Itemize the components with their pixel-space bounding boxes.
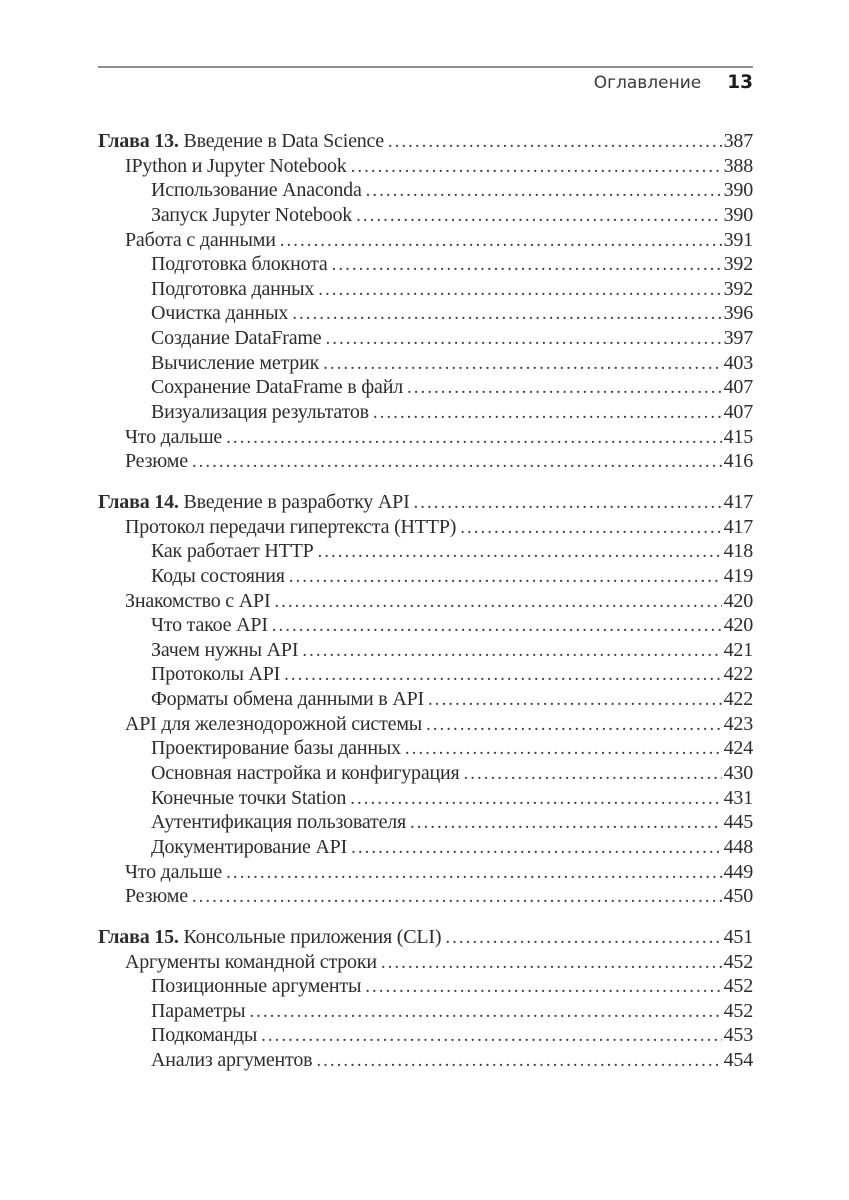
toc-entry-title <box>151 301 288 326</box>
toc-page-number: 454 <box>723 1049 753 1072</box>
toc-dot-leader <box>318 277 721 303</box>
toc-dot-leader <box>373 400 722 426</box>
toc-page-number: 421 <box>723 638 753 661</box>
toc-page-number: 452 <box>723 975 753 998</box>
toc-entry <box>98 1023 753 1048</box>
toc-page-number: 407 <box>723 401 753 424</box>
toc-entry-title <box>151 351 319 376</box>
toc-page-number: 390 <box>723 203 753 226</box>
toc-dot-leader <box>272 613 722 639</box>
toc-entry-title <box>125 884 188 909</box>
toc-entry <box>98 974 753 999</box>
running-head-page-number: 13 <box>727 72 753 93</box>
toc-entry-title <box>151 400 369 425</box>
toc-entry <box>98 425 753 450</box>
toc-entry <box>98 326 753 351</box>
toc-entry-text: Позиционные аргументы <box>151 975 362 998</box>
toc-page-number: 424 <box>723 737 753 760</box>
toc-entry-text: Конечные точки Station <box>151 786 347 809</box>
toc-page-number: 416 <box>723 450 753 473</box>
toc-page-number: 397 <box>723 327 753 350</box>
toc-entry-title <box>98 490 410 515</box>
toc-entry-title <box>151 736 401 761</box>
toc-entry-text: Коды состояния <box>151 564 285 587</box>
toc-entry-text: Подготовка данных <box>151 277 315 300</box>
toc-entry <box>98 860 753 885</box>
toc-page-number: 392 <box>723 253 753 276</box>
toc-page-number: 422 <box>723 663 753 686</box>
toc-entry-text: API для железнодорожной системы <box>125 712 423 735</box>
toc-entry-title <box>151 835 347 860</box>
toc-entry <box>98 564 753 589</box>
toc-dot-leader <box>410 810 722 836</box>
toc-entry-title <box>98 925 441 950</box>
toc-entry-title <box>125 712 422 737</box>
toc-page-number: 430 <box>723 762 753 785</box>
toc-dot-leader <box>464 761 722 787</box>
toc-entry-title <box>151 638 298 663</box>
toc-entry-title <box>151 1023 257 1048</box>
toc-dot-leader <box>445 925 721 951</box>
toc-entry <box>98 400 753 425</box>
toc-entry <box>98 999 753 1024</box>
toc-page-number: 422 <box>723 688 753 711</box>
toc-dot-leader <box>249 999 721 1025</box>
toc-page-number: 403 <box>723 351 753 374</box>
toc-entry-title <box>125 449 188 474</box>
toc-page-number: 417 <box>723 515 753 538</box>
toc-page-number: 391 <box>723 228 753 251</box>
toc-entry <box>98 1048 753 1073</box>
toc-entry-title <box>151 810 406 835</box>
toc-dot-leader <box>226 425 722 451</box>
toc-entry <box>98 515 753 540</box>
toc-entry <box>98 539 753 564</box>
toc-entry <box>98 662 753 687</box>
toc-entry-title <box>151 375 403 400</box>
toc-page-number: 448 <box>723 835 753 858</box>
toc-dot-leader <box>292 301 721 327</box>
toc-dot-leader <box>316 1048 721 1074</box>
toc-entry-title <box>125 589 270 614</box>
table-of-contents <box>98 129 753 1073</box>
toc-dot-leader <box>366 178 722 204</box>
toc-entry-title <box>151 277 314 302</box>
toc-entry <box>98 375 753 400</box>
toc-dot-leader <box>414 490 722 516</box>
toc-chapter-prefix: Глава 14. <box>98 490 184 513</box>
toc-entry-title <box>125 228 276 253</box>
toc-entry <box>98 638 753 663</box>
toc-entry-text: Форматы обмена данными в API <box>151 688 424 711</box>
toc-entry-text: Создание DataFrame <box>151 327 322 350</box>
toc-entry <box>98 835 753 860</box>
toc-page-number: 452 <box>723 999 753 1022</box>
toc-entry-title <box>151 687 424 712</box>
toc-entry <box>98 712 753 737</box>
toc-page-number: 387 <box>723 130 753 152</box>
toc-dot-leader <box>332 252 722 278</box>
toc-entry-text: Протокол передачи гипертекста (HTTP) <box>125 515 457 538</box>
toc-page-number: 415 <box>723 425 753 448</box>
toc-entry <box>98 736 753 761</box>
toc-entry <box>98 228 753 253</box>
toc-entry-title <box>125 425 222 450</box>
toc-page-number: 396 <box>723 302 753 325</box>
toc-page-number: 431 <box>723 786 753 809</box>
toc-entry-text: Протоколы API <box>151 663 281 686</box>
toc-dot-leader <box>261 1023 722 1049</box>
toc-dot-leader <box>302 638 721 664</box>
toc-entry-text: Аутентификация пользователя <box>151 811 407 834</box>
toc-dot-leader <box>192 884 722 910</box>
toc-entry-text: Что такое API <box>151 614 268 637</box>
running-head <box>98 72 753 93</box>
toc-entry <box>98 301 753 326</box>
running-head-section-label: Оглавление <box>593 73 702 93</box>
toc-page-number: 392 <box>723 277 753 300</box>
toc-dot-leader <box>405 736 722 762</box>
toc-entry-title <box>151 662 280 687</box>
toc-entry-text: Введение в разработку API <box>183 490 410 513</box>
toc-entry-title <box>151 999 245 1024</box>
toc-entry-text: Как работает HTTP <box>151 540 314 563</box>
toc-entry <box>98 810 753 835</box>
toc-entry-text: Документирование API <box>151 835 348 858</box>
toc-page-number: 451 <box>723 925 753 948</box>
toc-page-number: 390 <box>723 179 753 202</box>
toc-entry-title <box>125 515 456 540</box>
toc-entry-text: Подкоманды <box>151 1024 258 1047</box>
toc-dot-leader <box>289 564 722 590</box>
toc-dot-leader <box>192 449 722 475</box>
toc-entry-title <box>125 860 222 885</box>
toc-entry-text: Подготовка блокнота <box>151 253 328 276</box>
toc-entry-text: Зачем нужны API <box>151 638 299 661</box>
toc-entry-text: Очистка данных <box>151 302 289 325</box>
toc-chapter-prefix: Глава 15. <box>98 925 184 948</box>
toc-entry-text: Что дальше <box>125 860 223 883</box>
toc-entry-title <box>125 154 347 179</box>
toc-dot-leader <box>428 687 722 713</box>
toc-entry <box>98 203 753 228</box>
toc-entry <box>98 884 753 909</box>
toc-dot-leader <box>407 375 722 401</box>
toc-entry <box>98 252 753 277</box>
toc-entry <box>98 613 753 638</box>
toc-dot-leader <box>460 515 721 541</box>
toc-page-number: 449 <box>723 860 753 883</box>
toc-entry-text: Резюме <box>125 450 188 473</box>
toc-entry-text: Аргументы командной строки <box>125 950 377 973</box>
toc-dot-leader <box>323 351 721 377</box>
toc-entry-title <box>151 761 460 786</box>
toc-entry-text: Использование Anaconda <box>151 179 362 202</box>
toc-page-number: 420 <box>723 614 753 637</box>
toc-entry-text: Что дальше <box>125 425 223 448</box>
toc-entry-title <box>151 1048 312 1073</box>
toc-entry-title <box>151 252 328 277</box>
toc-entry-title <box>151 178 362 203</box>
toc-entry-text: Работа с данными <box>125 228 276 251</box>
toc-dot-leader <box>388 129 722 155</box>
toc-page-number: 452 <box>723 950 753 973</box>
toc-dot-leader <box>426 712 722 738</box>
toc-entry-text: Резюме <box>125 885 188 908</box>
toc-dot-leader <box>351 154 722 180</box>
toc-page-number: 419 <box>723 564 753 587</box>
toc-entry-text: Визуализация результатов <box>151 401 369 424</box>
toc-dot-leader <box>318 539 722 565</box>
toc-page-number: 407 <box>723 376 753 399</box>
header-rule <box>98 66 753 68</box>
toc-page-number: 450 <box>723 885 753 908</box>
toc-page-number: 453 <box>723 1024 753 1047</box>
toc-dot-leader <box>226 860 722 886</box>
toc-entry-text: Анализ аргументов <box>151 1049 313 1072</box>
toc-dot-leader <box>350 786 721 812</box>
toc-entry-text: Вычисление метрик <box>151 351 320 374</box>
toc-dot-leader <box>284 662 721 688</box>
toc-dot-leader <box>351 835 722 861</box>
toc-page-number: 423 <box>723 712 753 735</box>
toc-entry-title <box>151 539 314 564</box>
toc-entry-text: Консольные приложения (CLI) <box>183 925 442 948</box>
toc-entry <box>98 786 753 811</box>
toc-entry-title <box>151 786 346 811</box>
toc-entry <box>98 589 753 614</box>
toc-entry-title <box>125 950 377 975</box>
toc-entry-text: IPython и Jupyter Notebook <box>125 154 347 177</box>
toc-entry-text: Основная настройка и конфигурация <box>151 762 460 785</box>
toc-entry <box>98 351 753 376</box>
toc-chapter-prefix: Глава 13. <box>98 130 184 152</box>
toc-entry-text: Сохранение DataFrame в файл <box>151 376 403 399</box>
toc-entry-title <box>151 326 321 351</box>
toc-entry <box>98 178 753 203</box>
toc-dot-leader <box>381 950 722 976</box>
toc-page-number: 445 <box>723 811 753 834</box>
toc-dot-leader <box>356 203 722 229</box>
toc-entry <box>98 490 753 515</box>
toc-entry <box>98 761 753 786</box>
toc-entry <box>98 950 753 975</box>
toc-dot-leader <box>325 326 721 352</box>
toc-entry-title <box>151 974 361 999</box>
toc-entry-title <box>98 129 384 154</box>
toc-entry <box>98 449 753 474</box>
toc-entry-text: Запуск Jupyter Notebook <box>151 203 353 226</box>
toc-entry <box>98 154 753 179</box>
toc-page-number: 417 <box>723 490 753 513</box>
toc-entry <box>98 129 753 154</box>
toc-entry-text: Проектирование базы данных <box>151 737 401 760</box>
toc-dot-leader <box>280 228 722 254</box>
toc-page-number: 388 <box>723 154 753 177</box>
toc-entry <box>98 687 753 712</box>
toc-dot-leader <box>274 589 721 615</box>
toc-dot-leader <box>365 974 721 1000</box>
toc-entry-text: Введение в Data Science <box>183 130 384 152</box>
toc-entry-text: Параметры <box>151 999 246 1022</box>
toc-entry-title <box>151 203 352 228</box>
toc-entry-title <box>151 613 268 638</box>
toc-entry <box>98 277 753 302</box>
toc-entry-text: Знакомство с API <box>125 589 271 612</box>
toc-page-number: 418 <box>723 540 753 563</box>
toc-page-number: 420 <box>723 589 753 612</box>
toc-entry <box>98 925 753 950</box>
toc-entry-title <box>151 564 285 589</box>
